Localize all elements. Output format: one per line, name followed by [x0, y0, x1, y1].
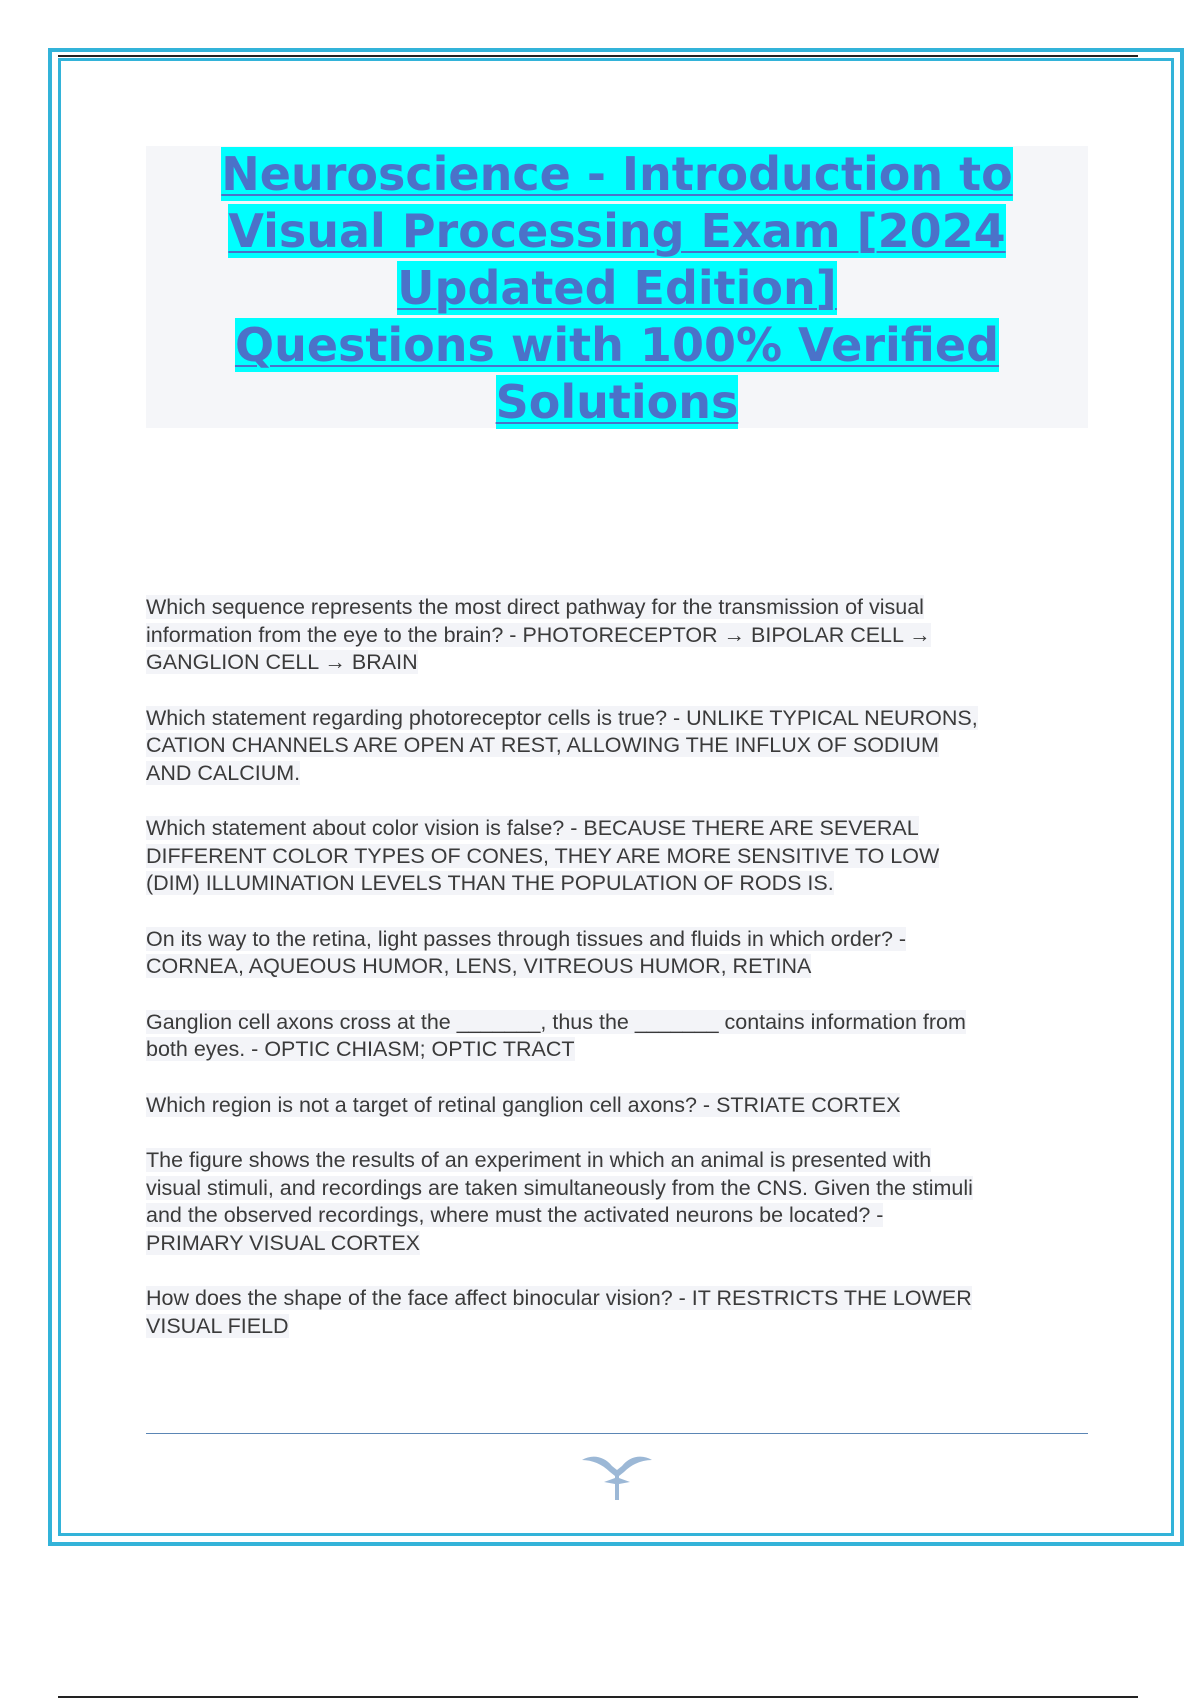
- title-line-3: Updated Edition]: [397, 261, 837, 315]
- qa-line: AND CALCIUM.: [146, 760, 301, 785]
- title-line-2: Visual Processing Exam [2024: [228, 204, 1006, 258]
- qa-list: [146, 594, 1096, 1368]
- document-title: [146, 146, 1088, 428]
- qa-line: visual stimuli, and recordings are taken simultaneously from the CNS. Given the stimuli: [146, 1175, 973, 1200]
- qa-line: information from the eye to the brain? - PHOTORECEPTOR → BIPOLAR CELL →: [146, 622, 931, 647]
- qa-line: CATION CHANNELS ARE OPEN AT REST, ALLOWING THE INFLUX OF SODIUM: [146, 733, 939, 757]
- qa-item: [146, 815, 1096, 898]
- qa-line: How does the shape of the face affect binocular vision? - IT RESTRICTS THE LOWER: [146, 1286, 972, 1310]
- qa-line: both eyes. - OPTIC CHIASM; OPTIC TRACT: [146, 1037, 575, 1061]
- qa-line: (DIM) ILLUMINATION LEVELS THAN THE POPULATION OF RODS IS.: [146, 871, 834, 895]
- qa-item: [146, 705, 1096, 788]
- bird-logo-icon: [580, 1450, 654, 1502]
- qa-line: On its way to the retina, light passes through tissues and fluids in which order? -: [146, 926, 907, 951]
- title-line-1: Neuroscience - Introduction to: [221, 147, 1013, 201]
- qa-line: GANGLION CELL → BRAIN: [146, 650, 418, 674]
- qa-item: [146, 1092, 1096, 1120]
- qa-line: CORNEA, AQUEOUS HUMOR, LENS, VITREOUS HUMOR, RETINA: [146, 954, 812, 978]
- qa-line: Which statement regarding photoreceptor cells is true? - UNLIKE TYPICAL NEURONS,: [146, 705, 978, 730]
- qa-line: and the observed recordings, where must the activated neurons be located? -: [146, 1203, 884, 1227]
- footer-rule: [146, 1433, 1088, 1434]
- qa-item: [146, 1285, 1096, 1340]
- qa-line: DIFFERENT COLOR TYPES OF CONES, THEY ARE MORE SENSITIVE TO LOW: [146, 843, 940, 868]
- qa-line: The figure shows the results of an experiment in which an animal is presented with: [146, 1148, 932, 1172]
- qa-item: [146, 594, 1096, 677]
- qa-item: [146, 1147, 1096, 1257]
- title-line-5: Solutions: [495, 375, 739, 429]
- qa-line: VISUAL FIELD: [146, 1313, 289, 1338]
- qa-line: Which region is not a target of retinal ganglion cell axons? - STRIATE CORTEX: [146, 1092, 901, 1117]
- bottom-rule: [58, 1696, 1138, 1698]
- qa-line: Ganglion cell axons cross at the _______, thus the _______ contains information from: [146, 1009, 966, 1034]
- title-line-4: Questions with 100% Verified: [234, 318, 1000, 372]
- qa-line: PRIMARY VISUAL CORTEX: [146, 1230, 421, 1255]
- qa-line: Which statement about color vision is false? - BECAUSE THERE ARE SEVERAL: [146, 816, 919, 840]
- qa-item: [146, 1009, 1096, 1064]
- qa-line: Which sequence represents the most direct pathway for the transmission of visual: [146, 595, 924, 619]
- qa-item: [146, 926, 1096, 981]
